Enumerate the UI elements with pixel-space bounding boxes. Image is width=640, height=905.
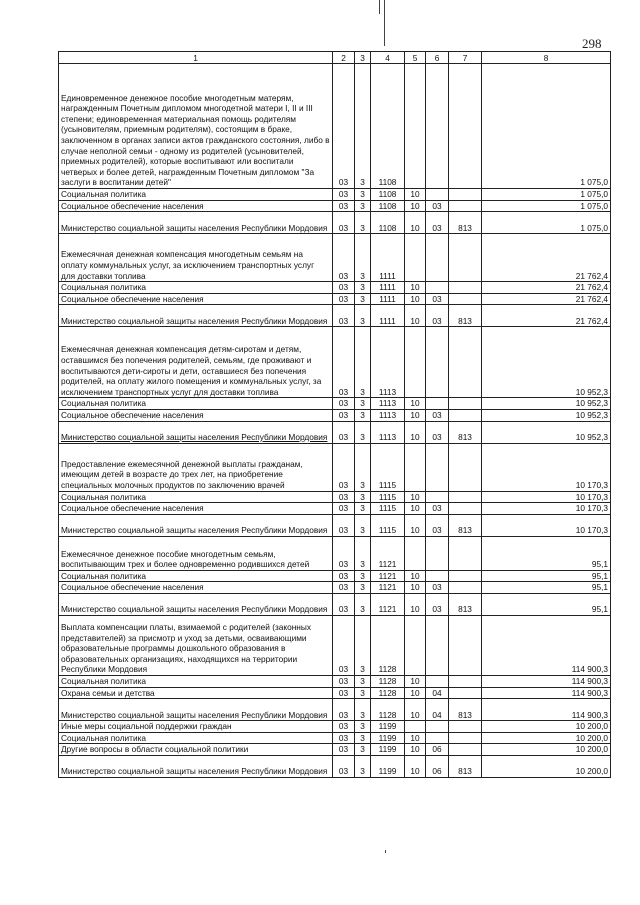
cell-ministry-code (449, 732, 482, 744)
cell-group-code: 3 (355, 491, 371, 503)
cell-subdivision-code (426, 443, 449, 491)
cell-group-code: 3 (355, 212, 371, 234)
cell-ministry-code (449, 582, 482, 594)
column-header-2: 2 (333, 52, 355, 64)
cell-subdivision-code: 03 (426, 514, 449, 536)
page-number: 298 (582, 36, 602, 51)
cell-group-code: 3 (355, 732, 371, 744)
cell-article-code: 1199 (371, 744, 405, 756)
table-row (59, 234, 611, 282)
cell-subdivision-code: 03 (426, 593, 449, 615)
cell-section-code: 03 (333, 305, 355, 327)
cell-section-code: 03 (333, 755, 355, 777)
cell-name: Социальная политика (59, 675, 333, 687)
cell-section-code: 03 (333, 327, 355, 398)
cell-article-code: 1128 (371, 615, 405, 675)
cell-division-code: 10 (405, 732, 426, 744)
cell-division-code: 10 (405, 189, 426, 201)
cell-article-code: 1115 (371, 443, 405, 491)
cell-article-code: 1121 (371, 593, 405, 615)
cell-subdivision-code: 06 (426, 744, 449, 756)
cell-section-code: 03 (333, 593, 355, 615)
cell-section-code: 03 (333, 536, 355, 570)
cell-amount: 21 762,4 (482, 282, 611, 294)
cell-section-code: 03 (333, 675, 355, 687)
table-header-row (59, 52, 611, 64)
cell-article-code: 1128 (371, 675, 405, 687)
cell-subdivision-code (426, 732, 449, 744)
cell-amount: 114 900,3 (482, 615, 611, 675)
cell-name: Социальное обеспечение населения (59, 409, 333, 421)
cell-subdivision-code (426, 234, 449, 282)
cell-subdivision-code (426, 282, 449, 294)
cell-group-code: 3 (355, 189, 371, 201)
cell-amount: 10 170,3 (482, 514, 611, 536)
cell-division-code (405, 443, 426, 491)
cell-article-code: 1115 (371, 514, 405, 536)
table-row (59, 675, 611, 687)
column-header-amount: 8 (482, 52, 611, 64)
cell-subdivision-code (426, 615, 449, 675)
cell-subdivision-code (426, 675, 449, 687)
cell-name: Министерство социальной защиты населения Республики Мордовия (59, 514, 333, 536)
cell-subdivision-code (426, 398, 449, 410)
cell-subdivision-code (426, 536, 449, 570)
cell-division-code: 10 (405, 421, 426, 443)
table-row (59, 398, 611, 410)
cell-ministry-code (449, 536, 482, 570)
cell-division-code: 10 (405, 398, 426, 410)
scan-mark-bottom (385, 850, 386, 853)
cell-group-code: 3 (355, 305, 371, 327)
cell-amount: 10 952,3 (482, 398, 611, 410)
cell-ministry-code (449, 189, 482, 201)
cell-subdivision-code: 03 (426, 503, 449, 515)
cell-article-code: 1128 (371, 687, 405, 699)
cell-name: Иные меры социальной поддержки граждан (59, 721, 333, 733)
cell-subdivision-code: 03 (426, 293, 449, 305)
table-row (59, 282, 611, 294)
cell-ministry-code (449, 282, 482, 294)
cell-amount: 95,1 (482, 593, 611, 615)
cell-amount: 10 952,3 (482, 327, 611, 398)
cell-name: Другие вопросы в области социальной политики (59, 744, 333, 756)
cell-article-code: 1108 (371, 212, 405, 234)
cell-division-code: 10 (405, 293, 426, 305)
cell-group-code: 3 (355, 615, 371, 675)
cell-subdivision-code (426, 64, 449, 189)
cell-group-code: 3 (355, 443, 371, 491)
cell-group-code: 3 (355, 200, 371, 212)
cell-amount: 1 075,0 (482, 189, 611, 201)
cell-subdivision-code (426, 570, 449, 582)
cell-ministry-code: 813 (449, 305, 482, 327)
cell-ministry-code (449, 409, 482, 421)
table-row (59, 593, 611, 615)
cell-name: Социальное обеспечение населения (59, 293, 333, 305)
cell-division-code: 10 (405, 514, 426, 536)
cell-amount: 21 762,4 (482, 293, 611, 305)
cell-ministry-code (449, 721, 482, 733)
cell-subdivision-code (426, 721, 449, 733)
cell-article-code: 1111 (371, 282, 405, 294)
table-row (59, 732, 611, 744)
cell-name: Министерство социальной защиты населения Республики Мордовия (59, 699, 333, 721)
cell-article-code: 1121 (371, 570, 405, 582)
column-header-5: 5 (405, 52, 426, 64)
cell-division-code (405, 234, 426, 282)
cell-amount: 1 075,0 (482, 64, 611, 189)
cell-division-code (405, 721, 426, 733)
cell-division-code: 10 (405, 200, 426, 212)
cell-group-code: 3 (355, 327, 371, 398)
cell-name: Министерство социальной защиты населения Республики Мордовия (59, 212, 333, 234)
cell-section-code: 03 (333, 421, 355, 443)
cell-ministry-code (449, 200, 482, 212)
cell-subdivision-code (426, 189, 449, 201)
scan-mark-top-short (379, 0, 380, 14)
cell-name: Социальное обеспечение населения (59, 503, 333, 515)
cell-name: Ежемесячное денежное пособие многодетным семьям, воспитывающим трех и более одновременно родившихся детей (59, 536, 333, 570)
cell-section-code: 03 (333, 409, 355, 421)
cell-group-code: 3 (355, 293, 371, 305)
cell-ministry-code (449, 443, 482, 491)
cell-section-code: 03 (333, 212, 355, 234)
cell-group-code: 3 (355, 282, 371, 294)
table-row (59, 293, 611, 305)
cell-article-code: 1199 (371, 721, 405, 733)
table-row (59, 744, 611, 756)
cell-amount: 10 170,3 (482, 491, 611, 503)
cell-group-code: 3 (355, 398, 371, 410)
cell-group-code: 3 (355, 514, 371, 536)
cell-ministry-code (449, 570, 482, 582)
cell-section-code: 03 (333, 282, 355, 294)
cell-group-code: 3 (355, 409, 371, 421)
cell-article-code: 1111 (371, 293, 405, 305)
cell-article-code: 1121 (371, 536, 405, 570)
cell-section-code: 03 (333, 721, 355, 733)
cell-amount: 95,1 (482, 582, 611, 594)
cell-ministry-code (449, 293, 482, 305)
cell-article-code: 1113 (371, 409, 405, 421)
table-row (59, 421, 611, 443)
cell-group-code: 3 (355, 503, 371, 515)
cell-section-code: 03 (333, 200, 355, 212)
table-row (59, 570, 611, 582)
column-header-7: 7 (449, 52, 482, 64)
cell-article-code: 1113 (371, 398, 405, 410)
cell-group-code: 3 (355, 582, 371, 594)
cell-section-code: 03 (333, 699, 355, 721)
cell-section-code: 03 (333, 570, 355, 582)
budget-table (58, 51, 611, 778)
cell-section-code: 03 (333, 443, 355, 491)
cell-ministry-code (449, 64, 482, 189)
cell-subdivision-code: 03 (426, 421, 449, 443)
cell-name: Социальная политика (59, 491, 333, 503)
cell-article-code: 1113 (371, 327, 405, 398)
cell-ministry-code: 813 (449, 593, 482, 615)
cell-subdivision-code: 04 (426, 699, 449, 721)
cell-subdivision-code: 03 (426, 409, 449, 421)
cell-ministry-code: 813 (449, 755, 482, 777)
cell-group-code: 3 (355, 536, 371, 570)
cell-ministry-code: 813 (449, 514, 482, 536)
cell-division-code (405, 64, 426, 189)
table-row (59, 200, 611, 212)
cell-ministry-code: 813 (449, 699, 482, 721)
cell-division-code: 10 (405, 282, 426, 294)
table-row (59, 212, 611, 234)
cell-amount: 10 170,3 (482, 503, 611, 515)
cell-ministry-code (449, 615, 482, 675)
cell-division-code: 10 (405, 305, 426, 327)
cell-section-code: 03 (333, 582, 355, 594)
cell-article-code: 1199 (371, 732, 405, 744)
cell-article-code: 1199 (371, 755, 405, 777)
cell-article-code: 1111 (371, 305, 405, 327)
cell-article-code: 1108 (371, 200, 405, 212)
cell-name: Единовременное денежное пособие многодетным матерям, награжденным Почетным дипломом многодетной матери I, II и III степени; единовременная материальная помощь родителям (усыновителям, приемным родителям), состоящим в браке, заключенном в органах записи актов гражданского состояния, либо в случае неполной семьи - одному из родителей (усыновителей, приемных родителей), которые воспитывают или воспитали четверых и более детей, награжденным Почетным дипломом "За заслуги в воспитании детей" (59, 64, 333, 189)
cell-name: Социальная политика (59, 570, 333, 582)
cell-group-code: 3 (355, 234, 371, 282)
cell-amount: 95,1 (482, 570, 611, 582)
column-header-3: 3 (355, 52, 371, 64)
cell-division-code: 10 (405, 744, 426, 756)
table-row (59, 64, 611, 189)
cell-division-code: 10 (405, 755, 426, 777)
cell-name: Министерство социальной защиты населения Республики Мордовия (59, 755, 333, 777)
cell-subdivision-code (426, 491, 449, 503)
table-row (59, 615, 611, 675)
cell-division-code (405, 536, 426, 570)
cell-amount: 21 762,4 (482, 305, 611, 327)
cell-amount: 10 952,3 (482, 409, 611, 421)
cell-group-code: 3 (355, 699, 371, 721)
cell-ministry-code (449, 327, 482, 398)
cell-amount: 10 952,3 (482, 421, 611, 443)
cell-section-code: 03 (333, 687, 355, 699)
table-row (59, 189, 611, 201)
cell-group-code: 3 (355, 721, 371, 733)
cell-amount: 10 170,3 (482, 443, 611, 491)
cell-name: Социальная политика (59, 732, 333, 744)
cell-group-code: 3 (355, 421, 371, 443)
cell-article-code: 1115 (371, 491, 405, 503)
cell-subdivision-code: 03 (426, 582, 449, 594)
cell-name: Выплата компенсации платы, взимаемой с родителей (законных представителей) за присмотр и уход за детьми, осваивающими образовательные программы дошкольного образования в образовательных организациях, находящихся на территории Республики Мордовия (59, 615, 333, 675)
table-row (59, 755, 611, 777)
cell-group-code: 3 (355, 744, 371, 756)
cell-subdivision-code: 06 (426, 755, 449, 777)
cell-name: Социальное обеспечение населения (59, 200, 333, 212)
cell-article-code: 1108 (371, 189, 405, 201)
table-row (59, 721, 611, 733)
cell-group-code: 3 (355, 687, 371, 699)
cell-name: Социальная политика (59, 282, 333, 294)
cell-name: Социальная политика (59, 189, 333, 201)
cell-section-code: 03 (333, 615, 355, 675)
table-row (59, 687, 611, 699)
cell-article-code: 1121 (371, 582, 405, 594)
cell-article-code: 1108 (371, 64, 405, 189)
cell-ministry-code (449, 687, 482, 699)
cell-division-code: 10 (405, 593, 426, 615)
cell-amount: 1 075,0 (482, 212, 611, 234)
cell-section-code: 03 (333, 732, 355, 744)
cell-amount: 10 200,0 (482, 721, 611, 733)
cell-amount: 114 900,3 (482, 699, 611, 721)
column-header-name: 1 (59, 52, 333, 64)
cell-amount: 114 900,3 (482, 687, 611, 699)
table-row (59, 582, 611, 594)
cell-name: Охрана семьи и детства (59, 687, 333, 699)
cell-subdivision-code: 03 (426, 212, 449, 234)
cell-name: Министерство социальной защиты населения Республики Мордовия (59, 421, 333, 443)
cell-division-code: 10 (405, 582, 426, 594)
cell-section-code: 03 (333, 398, 355, 410)
cell-amount: 114 900,3 (482, 675, 611, 687)
table-row (59, 514, 611, 536)
cell-amount: 10 200,0 (482, 755, 611, 777)
cell-amount: 95,1 (482, 536, 611, 570)
cell-name: Предоставление ежемесячной денежной выплаты гражданам, имеющим детей в возрасте до трех лет, на приобретение специальных молочных продуктов по заключению врачей (59, 443, 333, 491)
cell-article-code: 1113 (371, 421, 405, 443)
cell-article-code: 1115 (371, 503, 405, 515)
table-row (59, 699, 611, 721)
cell-division-code (405, 615, 426, 675)
cell-name: Социальное обеспечение населения (59, 582, 333, 594)
cell-division-code: 10 (405, 687, 426, 699)
table-row (59, 409, 611, 421)
cell-ministry-code (449, 398, 482, 410)
column-header-6: 6 (426, 52, 449, 64)
cell-group-code: 3 (355, 593, 371, 615)
cell-section-code: 03 (333, 234, 355, 282)
cell-group-code: 3 (355, 755, 371, 777)
table-row (59, 305, 611, 327)
cell-subdivision-code: 03 (426, 200, 449, 212)
cell-ministry-code (449, 491, 482, 503)
cell-article-code: 1128 (371, 699, 405, 721)
cell-division-code: 10 (405, 570, 426, 582)
cell-section-code: 03 (333, 64, 355, 189)
cell-amount: 10 200,0 (482, 732, 611, 744)
cell-group-code: 3 (355, 64, 371, 189)
cell-division-code: 10 (405, 503, 426, 515)
cell-division-code (405, 327, 426, 398)
table-body (59, 64, 611, 778)
cell-subdivision-code (426, 327, 449, 398)
cell-ministry-code (449, 503, 482, 515)
cell-section-code: 03 (333, 189, 355, 201)
cell-division-code: 10 (405, 699, 426, 721)
scan-mark-top (384, 0, 385, 46)
cell-article-code: 1111 (371, 234, 405, 282)
cell-name: Социальная политика (59, 398, 333, 410)
cell-division-code: 10 (405, 491, 426, 503)
cell-section-code: 03 (333, 514, 355, 536)
cell-group-code: 3 (355, 570, 371, 582)
table-row (59, 536, 611, 570)
cell-section-code: 03 (333, 744, 355, 756)
cell-section-code: 03 (333, 293, 355, 305)
cell-ministry-code (449, 234, 482, 282)
cell-name: Ежемесячная денежная компенсация многодетным семьям на оплату коммунальных услуг, за исключением транспортных услуг для доставки топлива (59, 234, 333, 282)
cell-amount: 21 762,4 (482, 234, 611, 282)
table-row (59, 503, 611, 515)
table-row (59, 443, 611, 491)
cell-subdivision-code: 04 (426, 687, 449, 699)
table-row (59, 327, 611, 398)
cell-subdivision-code: 03 (426, 305, 449, 327)
cell-name: Ежемесячная денежная компенсация детям-сиротам и детям, оставшимся без попечения родителей, семьям, где проживают и воспитываются дети-сироты и дети, оставшиеся без попечения родителей, на оплату жилого помещения и коммунальных услуг, за исключением транспортных услуг для доставки топлива (59, 327, 333, 398)
cell-division-code: 10 (405, 675, 426, 687)
cell-name: Министерство социальной защиты населения Республики Мордовия (59, 305, 333, 327)
cell-name: Министерство социальной защиты населения Республики Мордовия (59, 593, 333, 615)
cell-section-code: 03 (333, 491, 355, 503)
cell-section-code: 03 (333, 503, 355, 515)
cell-ministry-code: 813 (449, 421, 482, 443)
cell-amount: 1 075,0 (482, 200, 611, 212)
cell-ministry-code: 813 (449, 212, 482, 234)
cell-group-code: 3 (355, 675, 371, 687)
cell-ministry-code (449, 675, 482, 687)
table-row (59, 491, 611, 503)
cell-division-code: 10 (405, 212, 426, 234)
column-header-4: 4 (371, 52, 405, 64)
cell-division-code: 10 (405, 409, 426, 421)
cell-amount: 10 200,0 (482, 744, 611, 756)
cell-ministry-code (449, 744, 482, 756)
